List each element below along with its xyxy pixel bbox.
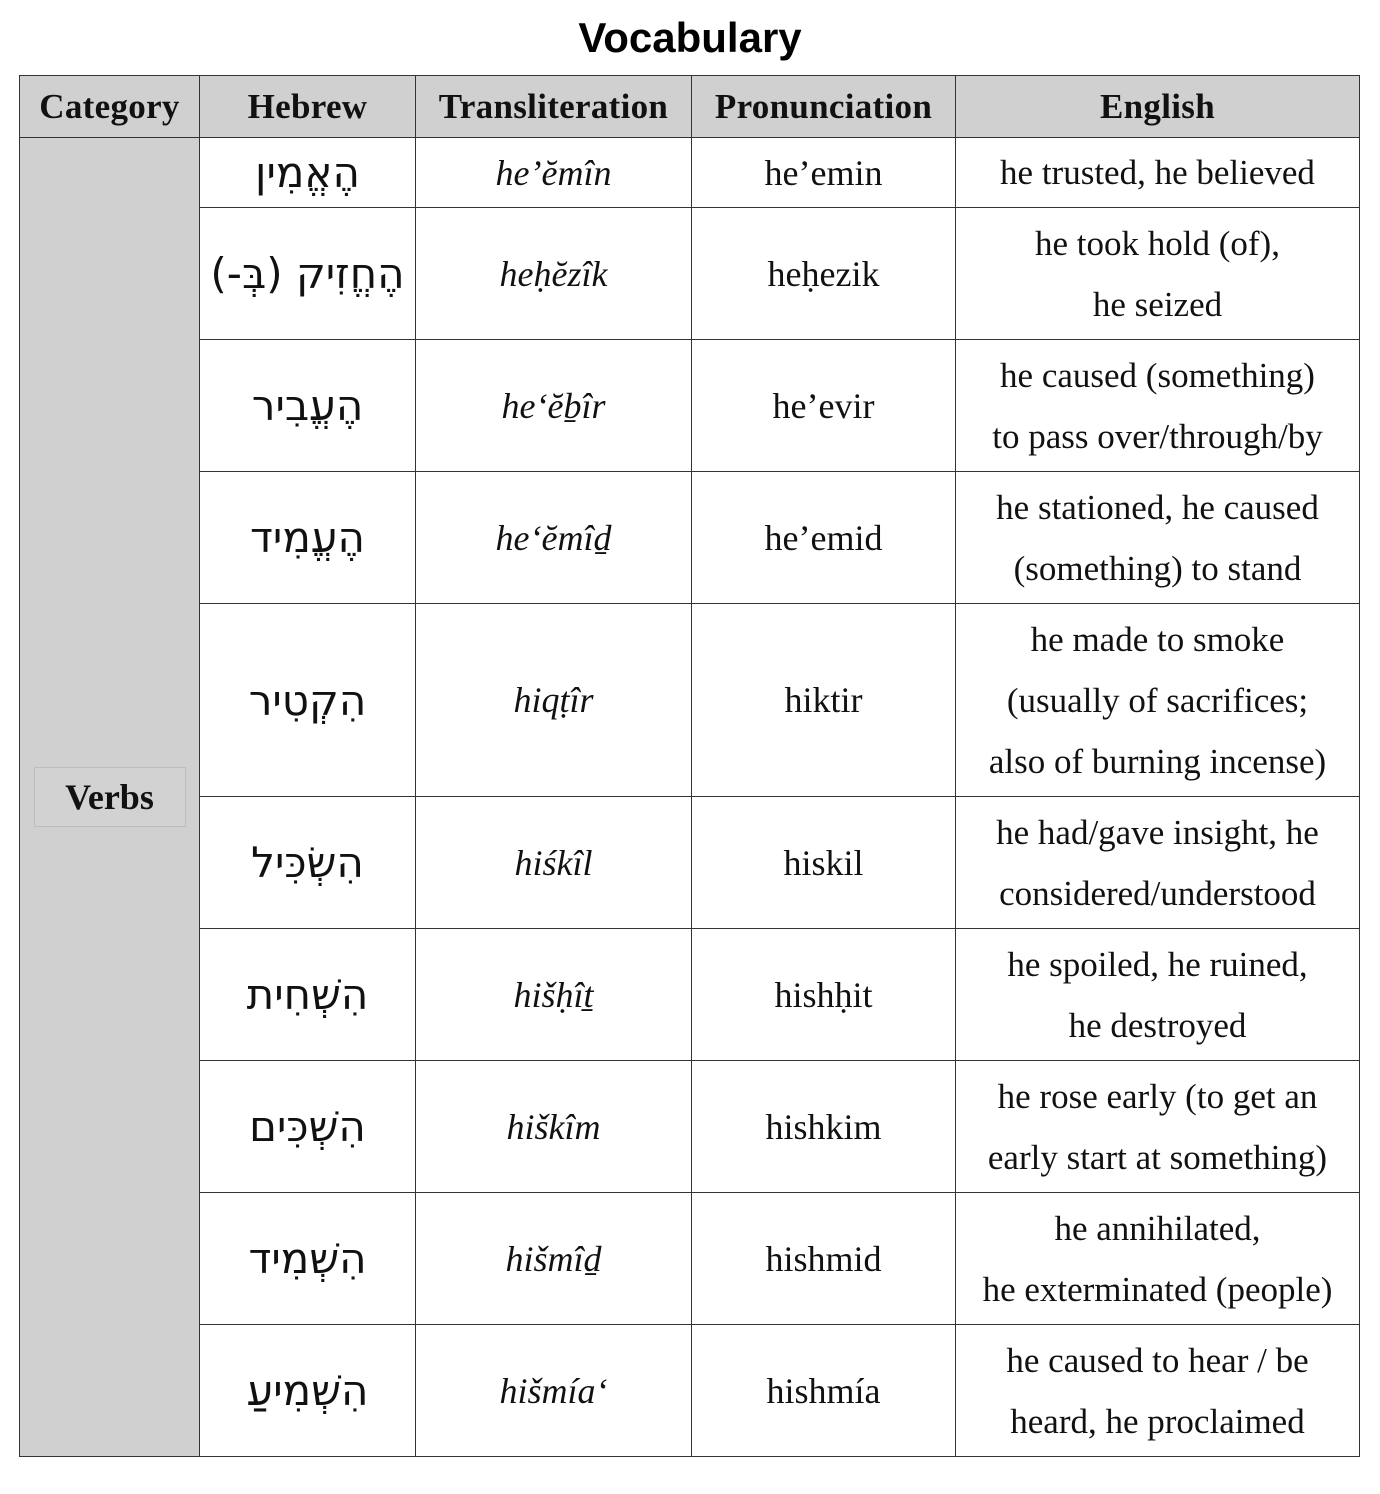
hebrew-cell: הִשְׁכִּים (200, 1061, 416, 1193)
pronunciation-cell: hiktir (692, 604, 956, 797)
table-row (20, 1325, 1360, 1457)
pronunciation-cell: hishḥit (692, 929, 956, 1061)
pronunciation-cell: heḥezik (692, 208, 956, 340)
transliteration-cell: he‘ĕḇîr (416, 340, 692, 472)
english-line: also of burning incense) (988, 741, 1327, 781)
english-line: he rose early (to get an (997, 1076, 1318, 1116)
english-line: he annihilated, (1054, 1208, 1261, 1248)
english-line: he trusted, he believed (1000, 153, 1315, 192)
english-line: he caused to hear / be (1006, 1340, 1309, 1380)
header-transliteration: Transliteration (416, 76, 692, 138)
english-line: to pass over/through/by (992, 416, 1323, 456)
english-line: he caused (something) (1000, 355, 1315, 395)
hebrew-cell: הִקְטִיר (200, 604, 416, 797)
english-line: he made to smoke (1030, 619, 1285, 659)
table-header-row (20, 76, 1360, 138)
hebrew-cell: הֶחֱזִיק (בְּ-) (200, 208, 416, 340)
english-line: he took hold (of), (1035, 223, 1280, 263)
pronunciation-cell: he’emin (692, 138, 956, 208)
table-row (20, 797, 1360, 929)
english-line: he spoiled, he ruined, (1007, 944, 1308, 984)
english-cell (956, 340, 1360, 472)
hebrew-cell: הִשְׂכִּיל (200, 797, 416, 929)
table-row (20, 929, 1360, 1061)
english-cell (956, 208, 1360, 340)
english-cell (956, 1325, 1360, 1457)
english-cell (956, 797, 1360, 929)
transliteration-cell: he’ĕmîn (416, 138, 692, 208)
english-line: he seized (1092, 284, 1223, 324)
english-line: he exterminated (people) (982, 1269, 1333, 1309)
english-line: (usually of sacrifices; (1006, 680, 1309, 720)
pronunciation-cell: he’evir (692, 340, 956, 472)
hebrew-cell: הֶאֱמִין (200, 138, 416, 208)
english-line: (something) to stand (1013, 548, 1302, 588)
english-cell (956, 929, 1360, 1061)
header-pronunciation: Pronunciation (692, 76, 956, 138)
header-category: Category (20, 76, 200, 138)
english-line: considered/understood (999, 873, 1316, 913)
english-line: he destroyed (1068, 1005, 1247, 1045)
transliteration-cell: heḥĕzîk (416, 208, 692, 340)
english-cell (956, 138, 1360, 208)
english-line: he stationed, he caused (996, 487, 1319, 527)
vocabulary-table (19, 75, 1360, 1457)
transliteration-cell: hišmíaʻ (416, 1325, 692, 1457)
table-row (20, 472, 1360, 604)
table-row (20, 138, 1360, 208)
hebrew-cell: הִשְׁמִיעַ (200, 1325, 416, 1457)
transliteration-cell: hišmîḏ (416, 1193, 692, 1325)
table-row (20, 208, 1360, 340)
transliteration-cell: he‘ĕmîḏ (416, 472, 692, 604)
transliteration-cell: hiškîm (416, 1061, 692, 1193)
table-row (20, 604, 1360, 797)
pronunciation-cell: hishmid (692, 1193, 956, 1325)
transliteration-cell: hišḥîṯ (416, 929, 692, 1061)
pronunciation-cell: hiskil (692, 797, 956, 929)
hebrew-cell: הִשְׁמִיד (200, 1193, 416, 1325)
table-row (20, 340, 1360, 472)
table-row (20, 1193, 1360, 1325)
pronunciation-cell: hishkim (692, 1061, 956, 1193)
transliteration-cell: hiśkîl (416, 797, 692, 929)
english-cell (956, 472, 1360, 604)
english-line: early start at something) (987, 1137, 1328, 1177)
pronunciation-cell: hishmía (692, 1325, 956, 1457)
header-hebrew: Hebrew (200, 76, 416, 138)
page-title: Vocabulary (578, 14, 802, 61)
header-english: English (956, 76, 1360, 138)
hebrew-cell: הִשְׁחִית (200, 929, 416, 1061)
hebrew-cell: הֶעֱמִיד (200, 472, 416, 604)
category-cell (20, 138, 200, 1457)
english-cell (956, 1061, 1360, 1193)
english-line: he had/gave insight, he (996, 812, 1319, 852)
pronunciation-cell: he’emid (692, 472, 956, 604)
english-line: heard, he proclaimed (1010, 1401, 1305, 1441)
hebrew-cell: הֶעֱבִיר (200, 340, 416, 472)
transliteration-cell: hiqṭîr (416, 604, 692, 797)
category-label: Verbs (34, 767, 186, 827)
english-cell (956, 604, 1360, 797)
english-cell (956, 1193, 1360, 1325)
table-row (20, 1061, 1360, 1193)
